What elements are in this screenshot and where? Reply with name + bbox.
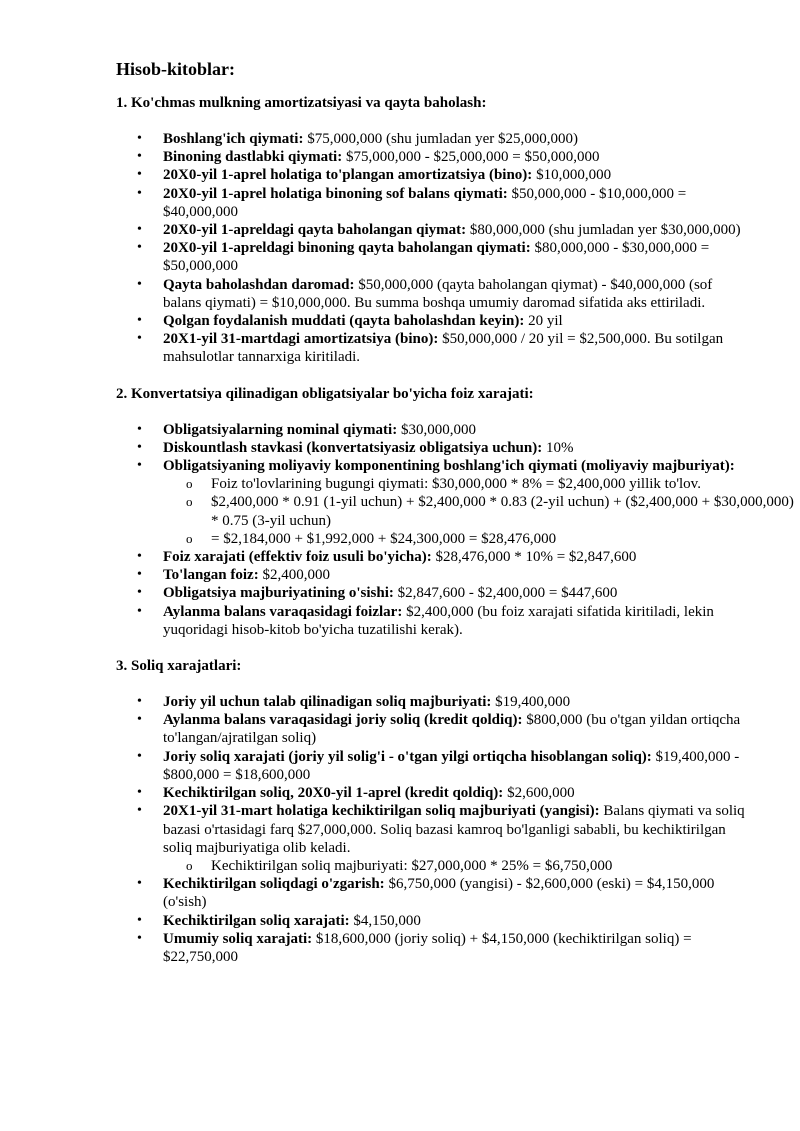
sub-list-item: [163, 530, 794, 548]
item-text: $80,000,000 - $30,000,000 = $50,000,000: [163, 240, 710, 275]
list-item: [116, 912, 746, 930]
item-label: Kechiktirilgan soliq xarajati:: [163, 912, 350, 929]
item-text: $30,000,000: [397, 421, 476, 438]
list-item: [116, 748, 746, 784]
item-label: Joriy soliq xarajati (joriy yil solig'i - o'tgan yilgi ortiqcha hisoblangan soliq):: [163, 748, 652, 765]
section-3-list: [116, 693, 746, 966]
item-text: $19,400,000: [491, 694, 571, 711]
section-heading-3: 3. Soliq xarajatlari:: [116, 658, 242, 675]
item-text: $2,600,000: [503, 785, 575, 802]
bullet-icon: •: [137, 313, 142, 329]
section-1-list: [116, 130, 746, 367]
item-text: $800,000 (bu o'tgan yildan ortiqcha to'langan/ajratilgan soliq): [163, 712, 741, 747]
bullet-icon: •: [137, 131, 142, 146]
circle-bullet-icon: o: [186, 476, 193, 492]
bullet-icon: •: [137, 785, 142, 801]
sub-list: [163, 475, 794, 548]
sub-list-item: [163, 857, 794, 875]
item-text: 10%: [542, 439, 574, 456]
bullet-icon: •: [137, 331, 142, 347]
item-label: Diskountlash stavkasi (konvertatsiyasiz obligatsiya uchun):: [163, 439, 543, 456]
list-item: [116, 603, 746, 639]
bullet-icon: •: [137, 458, 142, 474]
circle-bullet-icon: o: [186, 494, 193, 510]
item-label: 20X0-yil 1-aprel holatiga binoning sof balans qiymati:: [163, 185, 508, 202]
item-label: Joriy yil uchun talab qilinadigan soliq majburiyati:: [163, 694, 492, 711]
item-label: Binoning dastlabki qiymati:: [163, 149, 343, 166]
item-text: $6,750,000 (yangisi) - $2,600,000 (eski) = $4,150,000 (o'sish): [163, 876, 715, 911]
bullet-icon: •: [137, 930, 142, 946]
list-item: [116, 439, 746, 457]
item-label: Qayta baholashdan daromad:: [163, 276, 355, 293]
list-item: [116, 784, 746, 802]
section-heading-1: 1. Ko'chmas mulkning amortizatsiyasi va qayta baholash:: [116, 95, 487, 111]
item-label: Obligatsiyaning moliyaviy komponentining boshlang'ich qiymati (moliyaviy majburiyat):: [163, 458, 735, 475]
section-heading-2: 2. Konvertatsiya qilinadigan obligatsiyalar bo'yicha foiz xarajati:: [116, 385, 534, 402]
bullet-icon: •: [137, 222, 142, 238]
document-page: [116, 58, 794, 984]
bullet-icon: •: [137, 603, 142, 619]
bullet-icon: •: [137, 185, 142, 201]
list-item: [116, 457, 794, 548]
list-item: [116, 566, 746, 584]
circle-bullet-icon: o: [186, 530, 193, 546]
sub-list-item: [163, 475, 794, 493]
list-item: [116, 239, 746, 275]
item-text: $4,150,000: [349, 912, 421, 929]
item-label: Kechiktirilgan soliq, 20X0-yil 1-aprel (kredit qoldiq):: [163, 785, 504, 802]
list-item: [116, 802, 746, 875]
list-item: [116, 930, 746, 966]
item-text: $19,400,000 - $800,000 = $18,600,000: [163, 748, 740, 783]
item-label: 20X0-yil 1-aprel holatiga to'plangan amortizatsiya (bino):: [163, 167, 533, 184]
list-item: [116, 421, 746, 439]
bullet-icon: •: [137, 712, 142, 728]
bullet-icon: •: [137, 549, 142, 565]
item-label: Aylanma balans varaqasidagi joriy soliq (kredit qoldiq):: [163, 712, 523, 729]
list-item: [116, 166, 746, 184]
bullet-icon: •: [137, 149, 142, 165]
circle-bullet-icon: o: [186, 857, 193, 873]
list-item: [116, 693, 746, 711]
bullet-icon: •: [137, 567, 142, 583]
item-label: Obligatsiyalarning nominal qiymati:: [163, 421, 398, 438]
sub-item-text: $2,400,000 * 0.91 (1-yil uchun) + $2,400,000 * 0.83 (2-yil uchun) + ($2,400,000 + $30,000,000) * 0.75 (3-yil uchun): [211, 494, 794, 529]
document-title: Hisob-kitoblar:: [116, 59, 236, 79]
item-text: $2,847,600 - $2,400,000 = $447,600: [393, 585, 618, 602]
list-item: [116, 148, 746, 166]
sub-item-text: = $2,184,000 + $1,992,000 + $24,300,000 = $28,476,000: [211, 530, 557, 547]
bullet-icon: •: [137, 240, 142, 256]
list-item: [116, 330, 746, 366]
list-item: [116, 221, 746, 239]
bullet-icon: •: [137, 876, 142, 892]
item-text: $50,000,000 (qayta baholangan qiymat) - $40,000,000 (sof balans qiymati) = $10,000,000. Bu summa boshqa umumiy daromad sifatida aks ettiriladi.: [163, 276, 713, 311]
bullet-icon: •: [137, 694, 142, 710]
sub-list: [163, 857, 746, 875]
item-label: Qolgan foydalanish muddati (qayta baholashdan keyin):: [163, 313, 525, 330]
bullet-icon: •: [137, 421, 142, 437]
list-item: [116, 276, 746, 312]
bullet-icon: •: [137, 803, 142, 819]
item-text: $28,476,000 * 10% = $2,847,600: [431, 549, 637, 566]
item-label: Boshlang'ich qiymati:: [163, 131, 304, 147]
item-label: 20X1-yil 31-martdagi amortizatsiya (bino):: [163, 331, 439, 348]
item-text: $10,000,000: [532, 167, 612, 184]
bullet-icon: •: [137, 585, 142, 601]
item-label: Umumiy soliq xarajati:: [163, 930, 313, 947]
sub-item-text: Foiz to'lovlarining bugungi qiymati: $30,000,000 * 8% = $2,400,000 yillik to'lov.: [211, 476, 701, 493]
sub-item-text: Kechiktirilgan soliq majburiyati: $27,000,000 * 25% = $6,750,000: [211, 857, 613, 874]
item-text: $75,000,000 (shu jumladan yer $25,000,000): [303, 131, 579, 147]
sub-list-item: [163, 493, 794, 529]
list-item: [116, 185, 746, 221]
item-label: Foiz xarajati (effektiv foiz usuli bo'yicha):: [163, 549, 432, 566]
list-item: [116, 875, 746, 911]
bullet-icon: •: [137, 439, 142, 455]
item-label: Obligatsiya majburiyatining o'sishi:: [163, 585, 394, 602]
item-text: $50,000,000 / 20 yil = $2,500,000. Bu sotilgan mahsulotlar tannarxiga kiritiladi.: [163, 331, 724, 366]
item-text: $18,600,000 (joriy soliq) + $4,150,000 (kechiktirilgan soliq) = $22,750,000: [163, 930, 692, 965]
item-label: 20X1-yil 31-mart holatiga kechiktirilgan soliq majburiyati (yangisi):: [163, 803, 600, 820]
item-label: To'langan foiz:: [163, 567, 259, 584]
bullet-icon: •: [137, 912, 142, 928]
list-item: [116, 312, 746, 330]
item-text: Balans qiymati va soliq bazasi o'rtasidagi farq $27,000,000. Soliq bazasi kamroq bo'lganligi sababli, bu kechiktirilgan soliq majburiyatiga olib keladi.: [163, 803, 745, 856]
list-item: [116, 711, 746, 747]
item-text: $2,400,000: [258, 567, 330, 584]
list-item: [116, 130, 746, 148]
item-text: $80,000,000 (shu jumladan yer $30,000,000): [466, 222, 741, 239]
bullet-icon: •: [137, 748, 142, 764]
item-text: $2,400,000 (bu foiz xarajati sifatida kiritiladi, lekin yuqoridagi hisob-kitob bo'yicha tuzatilishi kerak).: [163, 603, 714, 638]
item-label: Kechiktirilgan soliqdagi o'zgarish:: [163, 876, 385, 893]
bullet-icon: •: [137, 167, 142, 183]
item-text: 20 yil: [524, 313, 563, 330]
list-item: [116, 548, 746, 566]
section-2-list: [116, 421, 794, 639]
list-item: [116, 584, 746, 602]
item-label: 20X0-yil 1-apreldagi binoning qayta baholangan qiymati:: [163, 240, 531, 257]
item-text: $75,000,000 - $25,000,000 = $50,000,000: [342, 149, 600, 166]
item-label: 20X0-yil 1-apreldagi qayta baholangan qiymat:: [163, 222, 467, 239]
bullet-icon: •: [137, 276, 142, 292]
item-label: Aylanma balans varaqasidagi foizlar:: [163, 603, 403, 620]
item-text: $50,000,000 - $10,000,000 = $40,000,000: [163, 185, 687, 220]
